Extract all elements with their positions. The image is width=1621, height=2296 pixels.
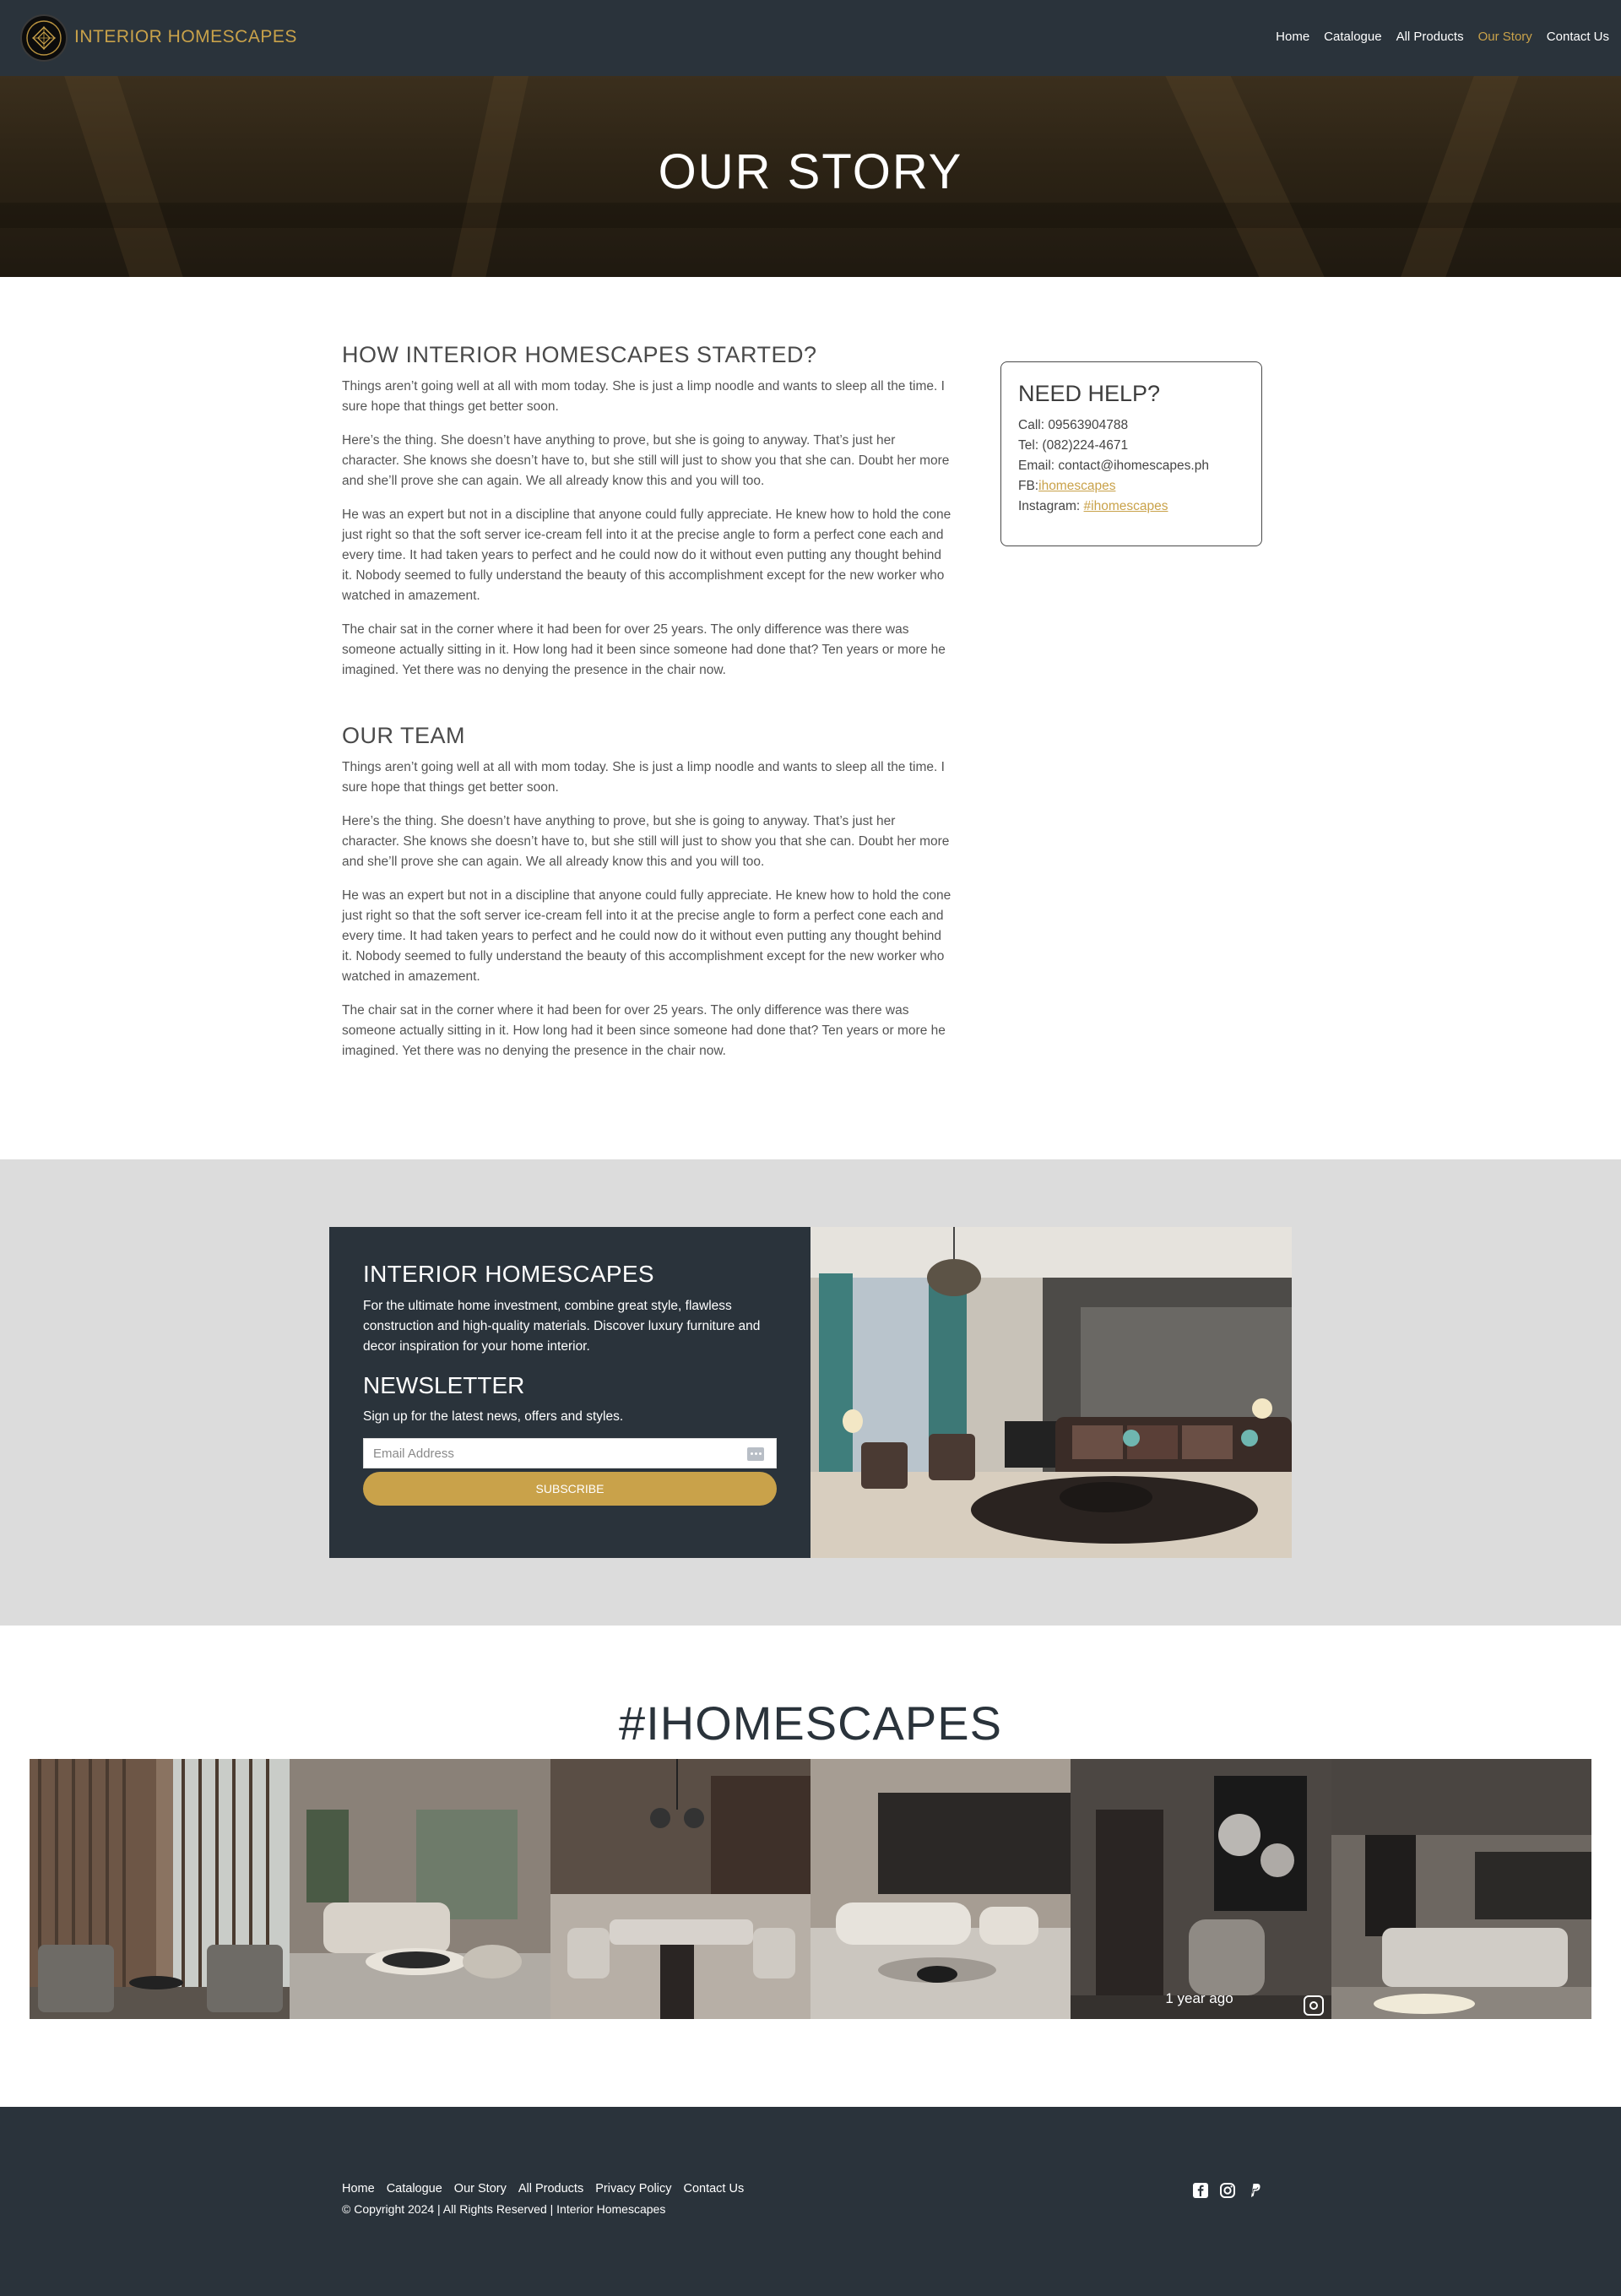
copyright-text: © Copyright 2024 | All Rights Reserved | Interior Homescapes — [342, 2202, 666, 2216]
nav-home[interactable]: Home — [1276, 30, 1310, 44]
gallery-image — [1331, 1759, 1591, 2019]
gallery-image — [550, 1759, 810, 2019]
help-instagram — [1018, 497, 1244, 517]
started-paragraph: Things aren’t going well at all with mom today. She is just a limp noodle and wants to sleep all the time. I sure hope that things get better soon. — [342, 379, 945, 414]
email-field[interactable] — [364, 1439, 776, 1468]
nav-our-story[interactable]: Our Story — [1477, 30, 1532, 44]
footer-link-contact-us[interactable]: Contact Us — [683, 2182, 745, 2196]
story-content — [342, 342, 954, 1075]
newsletter-brand-text: For the ultimate home investment, combine great style, flawless construction and high-quality materials. Discover luxury furniture and decor inspiration for your home interior. — [363, 1299, 761, 1354]
instagram-gallery — [30, 1759, 1591, 2019]
team-paragraph: He was an expert but not in a discipline that anyone could fully appreciate. He knew how to hold the cone just right so that the soft server ice-cream fell into it at the precise angle to form a perfect cone each and every time. It had taken years to perfect and he could now do it without even putting any thought behind it. Nobody seemed to fully understand the beauty of this accomplishment except for the new worker who watched in amazement. — [342, 888, 951, 984]
instagram-icon[interactable] — [1219, 2182, 1236, 2199]
started-paragraph: Here’s the thing. She doesn’t have anything to prove, but she is going to anyway. That’s just her character. She knows she doesn’t have to, but she still will just to show you that she can. Doubt her more and she’ll prove she can again. We all already know this and you will too. — [342, 433, 950, 488]
hero-banner — [0, 76, 1621, 277]
gallery-tile[interactable] — [1071, 1759, 1331, 2019]
footer-link-all-products[interactable]: All Products — [518, 2182, 584, 2196]
site-header — [0, 0, 1621, 76]
instagram-prefix: Instagram: — [1018, 499, 1084, 513]
footer-link-catalogue[interactable]: Catalogue — [386, 2182, 442, 2196]
gallery-tile[interactable] — [810, 1759, 1071, 2019]
gallery-image — [290, 1759, 550, 2019]
team-section — [342, 723, 954, 1061]
fb-link[interactable]: ihomescapes — [1038, 479, 1116, 493]
help-fb — [1018, 476, 1244, 497]
started-title: HOW INTERIOR HOMESCAPES STARTED? — [342, 342, 817, 367]
started-section — [342, 342, 954, 681]
gallery-tile[interactable] — [290, 1759, 550, 2019]
newsletter-brand-title: INTERIOR HOMESCAPES — [363, 1261, 654, 1287]
living-room-photo — [810, 1227, 1292, 1558]
footer-link-home[interactable]: Home — [342, 2182, 375, 2196]
help-email[interactable]: Email: contact@ihomescapes.ph — [1018, 459, 1209, 473]
gallery-timestamp: 1 year ago — [1165, 1990, 1233, 2006]
site-footer — [0, 2107, 1621, 2296]
started-paragraph: The chair sat in the corner where it had been for over 25 years. The only difference was there was someone actually sitting in it. How long had it been since someone had done that? Ten years or more he imagined. Yet there was no denying the presence in the chair now. — [342, 622, 946, 677]
newsletter-subtitle: Sign up for the latest news, offers and styles. — [363, 1409, 624, 1424]
gallery-tile[interactable] — [550, 1759, 810, 2019]
newsletter-title: NEWSLETTER — [363, 1372, 525, 1398]
living-room-image — [810, 1227, 1292, 1558]
nav-contact-us[interactable]: Contact Us — [1546, 30, 1609, 44]
gallery-image — [30, 1759, 290, 2019]
footer-link-our-story[interactable]: Our Story — [453, 2182, 507, 2196]
footer-nav — [342, 2182, 744, 2196]
fb-prefix: FB: — [1018, 479, 1039, 493]
social-links — [1192, 2182, 1263, 2199]
hero-shade — [0, 203, 1621, 228]
help-tel[interactable]: Tel: (082)224-4671 — [1018, 438, 1129, 453]
started-paragraph: He was an expert but not in a discipline that anyone could fully appreciate. He knew how to hold the cone just right so that the soft server ice-cream fell into it at the precise angle to form a perfect cone each and every time. It had taken years to perfect and he could now do it without even putting any thought behind it. Nobody seemed to fully understand the beauty of this accomplishment except for the new worker who watched in amazement. — [342, 508, 951, 603]
instagram-link[interactable]: #ihomescapes — [1083, 499, 1168, 513]
gallery-hover-overlay — [1071, 1759, 1331, 2019]
autofill-dots-icon[interactable] — [747, 1447, 764, 1461]
main-nav — [1276, 30, 1609, 44]
nav-catalogue[interactable]: Catalogue — [1324, 30, 1382, 44]
team-paragraph: Things aren’t going well at all with mom today. She is just a limp noodle and wants to sleep all the time. I sure hope that things get better soon. — [342, 760, 945, 795]
paypal-icon[interactable] — [1246, 2182, 1263, 2199]
diamond-emblem-icon — [22, 16, 66, 60]
team-title: OUR TEAM — [342, 723, 466, 748]
facebook-icon[interactable] — [1192, 2182, 1209, 2199]
brand-name[interactable]: INTERIOR HOMESCAPES — [74, 27, 297, 46]
team-paragraph: The chair sat in the corner where it had been for over 25 years. The only difference was there was someone actually sitting in it. How long had it been since someone had done that? Ten years or more he imagined. Yet there was no denying the presence in the chair now. — [342, 1003, 946, 1058]
help-call[interactable]: Call: 09563904788 — [1018, 418, 1129, 432]
help-title: NEED HELP? — [1018, 381, 1161, 406]
need-help-box — [1000, 361, 1262, 546]
logo[interactable] — [20, 14, 68, 62]
gallery-tile[interactable] — [30, 1759, 290, 2019]
team-paragraph: Here’s the thing. She doesn’t have anything to prove, but she is going to anyway. That’s just her character. She knows she doesn’t have to, but she still will just to show you that she can. Doubt her more and she’ll prove she can again. We all already know this and you will too. — [342, 814, 950, 869]
instagram-icon[interactable] — [1304, 1995, 1324, 2016]
nav-all-products[interactable]: All Products — [1396, 30, 1464, 44]
gallery-tile[interactable] — [1331, 1759, 1591, 2019]
gallery-image — [810, 1759, 1071, 2019]
subscribe-button[interactable]: SUBSCRIBE — [363, 1472, 777, 1506]
newsletter-panel — [329, 1227, 810, 1558]
email-field-wrapper — [363, 1438, 777, 1468]
footer-link-privacy-policy[interactable]: Privacy Policy — [595, 2182, 672, 2196]
newsletter-band — [0, 1159, 1621, 1626]
page-title: OUR STORY — [658, 144, 963, 199]
gallery-title: #IHOMESCAPES — [619, 1696, 1002, 1750]
